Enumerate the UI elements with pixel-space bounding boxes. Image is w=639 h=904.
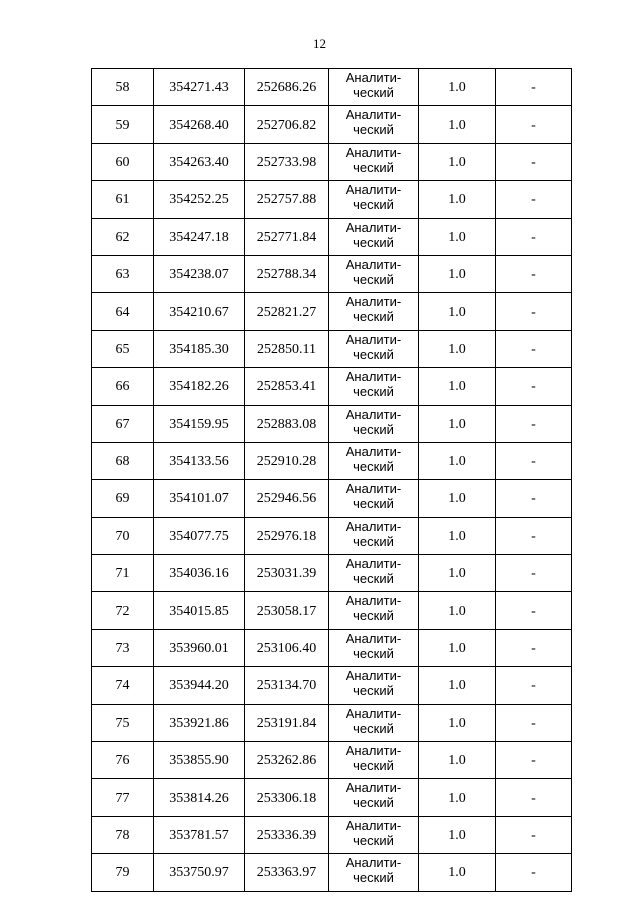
note-cell: - xyxy=(496,779,572,816)
note-cell: - xyxy=(496,442,572,479)
accuracy-cell: 1.0 xyxy=(419,816,496,853)
accuracy-cell: 1.0 xyxy=(419,293,496,330)
x-coordinate-cell: 354182.26 xyxy=(154,368,245,405)
table-body xyxy=(92,69,572,892)
x-coordinate-cell: 353921.86 xyxy=(154,704,245,741)
note-cell: - xyxy=(496,405,572,442)
table-row xyxy=(92,779,572,816)
accuracy-cell: 1.0 xyxy=(419,181,496,218)
note-cell: - xyxy=(496,480,572,517)
point-number-cell: 60 xyxy=(92,143,154,180)
point-number-cell: 74 xyxy=(92,667,154,704)
point-number-cell: 59 xyxy=(92,106,154,143)
point-number-cell: 69 xyxy=(92,480,154,517)
point-number-cell: 61 xyxy=(92,181,154,218)
y-coordinate-cell: 252883.08 xyxy=(245,405,329,442)
method-line-1: Аналити- xyxy=(345,705,402,721)
accuracy-cell: 1.0 xyxy=(419,218,496,255)
method-line-1: Аналити- xyxy=(345,593,402,609)
table-row xyxy=(92,143,572,180)
method-cell xyxy=(329,779,419,816)
y-coordinate-cell: 253363.97 xyxy=(245,854,329,891)
y-coordinate-cell: 253191.84 xyxy=(245,704,329,741)
table-row xyxy=(92,218,572,255)
point-number-cell: 58 xyxy=(92,69,154,106)
table-row xyxy=(92,69,572,106)
note-cell: - xyxy=(496,592,572,629)
accuracy-cell: 1.0 xyxy=(419,69,496,106)
accuracy-cell: 1.0 xyxy=(419,704,496,741)
method-cell xyxy=(329,629,419,666)
note-cell: - xyxy=(496,181,572,218)
method-line-1: Аналити- xyxy=(345,406,402,422)
accuracy-cell: 1.0 xyxy=(419,854,496,891)
x-coordinate-cell: 353855.90 xyxy=(154,742,245,779)
method-line-2: ческий xyxy=(353,758,394,774)
method-line-2: ческий xyxy=(353,309,394,325)
point-number-cell: 77 xyxy=(92,779,154,816)
method-line-1: Аналити- xyxy=(345,481,402,497)
method-cell xyxy=(329,330,419,367)
method-cell xyxy=(329,667,419,704)
point-number-cell: 75 xyxy=(92,704,154,741)
method-cell xyxy=(329,293,419,330)
method-line-2: ческий xyxy=(353,720,394,736)
accuracy-cell: 1.0 xyxy=(419,555,496,592)
method-line-1: Аналити- xyxy=(345,294,402,310)
accuracy-cell: 1.0 xyxy=(419,667,496,704)
table-row xyxy=(92,629,572,666)
method-line-1: Аналити- xyxy=(345,518,402,534)
method-line-1: Аналити- xyxy=(345,256,402,272)
y-coordinate-cell: 252850.11 xyxy=(245,330,329,367)
table-row xyxy=(92,704,572,741)
note-cell: - xyxy=(496,69,572,106)
accuracy-cell: 1.0 xyxy=(419,106,496,143)
method-line-1: Аналити- xyxy=(345,70,402,85)
method-line-2: ческий xyxy=(353,795,394,811)
method-line-2: ческий xyxy=(353,571,394,587)
note-cell: - xyxy=(496,368,572,405)
table-row xyxy=(92,592,572,629)
accuracy-cell: 1.0 xyxy=(419,405,496,442)
method-line-2: ческий xyxy=(353,870,394,886)
point-number-cell: 76 xyxy=(92,742,154,779)
x-coordinate-cell: 354252.25 xyxy=(154,181,245,218)
method-line-2: ческий xyxy=(353,197,394,213)
x-coordinate-cell: 354238.07 xyxy=(154,255,245,292)
point-number-cell: 62 xyxy=(92,218,154,255)
method-line-2: ческий xyxy=(353,421,394,437)
point-number-cell: 67 xyxy=(92,405,154,442)
point-number-cell: 78 xyxy=(92,816,154,853)
method-cell xyxy=(329,517,419,554)
note-cell: - xyxy=(496,143,572,180)
method-line-1: Аналити- xyxy=(345,182,402,198)
note-cell: - xyxy=(496,854,572,891)
point-number-cell: 63 xyxy=(92,255,154,292)
point-number-cell: 68 xyxy=(92,442,154,479)
y-coordinate-cell: 253306.18 xyxy=(245,779,329,816)
point-number-cell: 79 xyxy=(92,854,154,891)
note-cell: - xyxy=(496,742,572,779)
table-row xyxy=(92,405,572,442)
table-row xyxy=(92,181,572,218)
note-cell: - xyxy=(496,704,572,741)
accuracy-cell: 1.0 xyxy=(419,779,496,816)
method-line-2: ческий xyxy=(353,832,394,848)
method-cell xyxy=(329,218,419,255)
method-line-1: Аналити- xyxy=(345,556,402,572)
method-cell xyxy=(329,704,419,741)
note-cell: - xyxy=(496,555,572,592)
table-row xyxy=(92,555,572,592)
y-coordinate-cell: 252686.26 xyxy=(245,69,329,106)
method-line-1: Аналити- xyxy=(345,630,402,646)
table-row xyxy=(92,293,572,330)
point-number-cell: 72 xyxy=(92,592,154,629)
method-cell xyxy=(329,480,419,517)
note-cell: - xyxy=(496,816,572,853)
method-line-1: Аналити- xyxy=(345,219,402,235)
accuracy-cell: 1.0 xyxy=(419,368,496,405)
y-coordinate-cell: 252976.18 xyxy=(245,517,329,554)
x-coordinate-cell: 353750.97 xyxy=(154,854,245,891)
y-coordinate-cell: 252757.88 xyxy=(245,181,329,218)
method-line-2: ческий xyxy=(353,234,394,250)
x-coordinate-cell: 354036.16 xyxy=(154,555,245,592)
x-coordinate-cell: 354077.75 xyxy=(154,517,245,554)
note-cell: - xyxy=(496,517,572,554)
y-coordinate-cell: 253336.39 xyxy=(245,816,329,853)
method-line-1: Аналити- xyxy=(345,144,402,160)
table-row xyxy=(92,106,572,143)
accuracy-cell: 1.0 xyxy=(419,517,496,554)
y-coordinate-cell: 252853.41 xyxy=(245,368,329,405)
x-coordinate-cell: 353814.26 xyxy=(154,779,245,816)
method-cell xyxy=(329,106,419,143)
table-row xyxy=(92,667,572,704)
y-coordinate-cell: 252733.98 xyxy=(245,143,329,180)
note-cell: - xyxy=(496,255,572,292)
table-row xyxy=(92,816,572,853)
method-cell xyxy=(329,555,419,592)
y-coordinate-cell: 253031.39 xyxy=(245,555,329,592)
y-coordinate-cell: 252910.28 xyxy=(245,442,329,479)
method-line-2: ческий xyxy=(353,683,394,699)
x-coordinate-cell: 354101.07 xyxy=(154,480,245,517)
y-coordinate-cell: 252771.84 xyxy=(245,218,329,255)
table-row xyxy=(92,442,572,479)
y-coordinate-cell: 253106.40 xyxy=(245,629,329,666)
method-line-1: Аналити- xyxy=(345,855,402,871)
method-cell xyxy=(329,143,419,180)
method-line-2: ческий xyxy=(353,85,394,100)
page-number: 12 xyxy=(313,36,326,51)
method-cell xyxy=(329,181,419,218)
x-coordinate-cell: 354268.40 xyxy=(154,106,245,143)
x-coordinate-cell: 353960.01 xyxy=(154,629,245,666)
y-coordinate-cell: 253058.17 xyxy=(245,592,329,629)
accuracy-cell: 1.0 xyxy=(419,742,496,779)
method-line-2: ческий xyxy=(353,384,394,400)
method-line-2: ческий xyxy=(353,533,394,549)
table-row xyxy=(92,854,572,891)
method-line-2: ческий xyxy=(353,346,394,362)
method-cell xyxy=(329,854,419,891)
accuracy-cell: 1.0 xyxy=(419,442,496,479)
y-coordinate-cell: 252706.82 xyxy=(245,106,329,143)
method-line-1: Аналити- xyxy=(345,369,402,385)
point-number-cell: 71 xyxy=(92,555,154,592)
method-line-1: Аналити- xyxy=(345,107,402,123)
table-row xyxy=(92,368,572,405)
method-cell xyxy=(329,442,419,479)
x-coordinate-cell: 354133.56 xyxy=(154,442,245,479)
point-number-cell: 73 xyxy=(92,629,154,666)
accuracy-cell: 1.0 xyxy=(419,592,496,629)
method-line-2: ческий xyxy=(353,159,394,175)
method-cell xyxy=(329,368,419,405)
x-coordinate-cell: 354271.43 xyxy=(154,69,245,106)
x-coordinate-cell: 354159.95 xyxy=(154,405,245,442)
method-line-1: Аналити- xyxy=(345,668,402,684)
accuracy-cell: 1.0 xyxy=(419,629,496,666)
x-coordinate-cell: 354185.30 xyxy=(154,330,245,367)
note-cell: - xyxy=(496,293,572,330)
method-line-2: ческий xyxy=(353,271,394,287)
accuracy-cell: 1.0 xyxy=(419,330,496,367)
x-coordinate-cell: 353781.57 xyxy=(154,816,245,853)
point-number-cell: 64 xyxy=(92,293,154,330)
note-cell: - xyxy=(496,106,572,143)
accuracy-cell: 1.0 xyxy=(419,255,496,292)
method-line-2: ческий xyxy=(353,645,394,661)
y-coordinate-cell: 253134.70 xyxy=(245,667,329,704)
method-cell xyxy=(329,816,419,853)
point-number-cell: 65 xyxy=(92,330,154,367)
method-line-2: ческий xyxy=(353,608,394,624)
table-row xyxy=(92,742,572,779)
table-row xyxy=(92,330,572,367)
x-coordinate-cell: 354263.40 xyxy=(154,143,245,180)
point-number-cell: 70 xyxy=(92,517,154,554)
method-line-2: ческий xyxy=(353,122,394,138)
x-coordinate-cell: 354247.18 xyxy=(154,218,245,255)
method-line-1: Аналити- xyxy=(345,780,402,796)
method-cell xyxy=(329,592,419,629)
method-line-1: Аналити- xyxy=(345,331,402,347)
coordinates-table xyxy=(91,68,572,892)
x-coordinate-cell: 354210.67 xyxy=(154,293,245,330)
method-line-1: Аналити- xyxy=(345,817,402,833)
method-cell xyxy=(329,69,419,106)
method-cell xyxy=(329,405,419,442)
note-cell: - xyxy=(496,218,572,255)
x-coordinate-cell: 353944.20 xyxy=(154,667,245,704)
y-coordinate-cell: 253262.86 xyxy=(245,742,329,779)
table-row xyxy=(92,480,572,517)
method-cell xyxy=(329,742,419,779)
accuracy-cell: 1.0 xyxy=(419,143,496,180)
y-coordinate-cell: 252788.34 xyxy=(245,255,329,292)
note-cell: - xyxy=(496,629,572,666)
method-line-2: ческий xyxy=(353,458,394,474)
method-line-1: Аналити- xyxy=(345,443,402,459)
x-coordinate-cell: 354015.85 xyxy=(154,592,245,629)
method-line-1: Аналити- xyxy=(345,743,402,759)
y-coordinate-cell: 252946.56 xyxy=(245,480,329,517)
table-row xyxy=(92,255,572,292)
point-number-cell: 66 xyxy=(92,368,154,405)
y-coordinate-cell: 252821.27 xyxy=(245,293,329,330)
note-cell: - xyxy=(496,330,572,367)
table-row xyxy=(92,517,572,554)
note-cell: - xyxy=(496,667,572,704)
accuracy-cell: 1.0 xyxy=(419,480,496,517)
method-cell xyxy=(329,255,419,292)
method-line-2: ческий xyxy=(353,496,394,512)
